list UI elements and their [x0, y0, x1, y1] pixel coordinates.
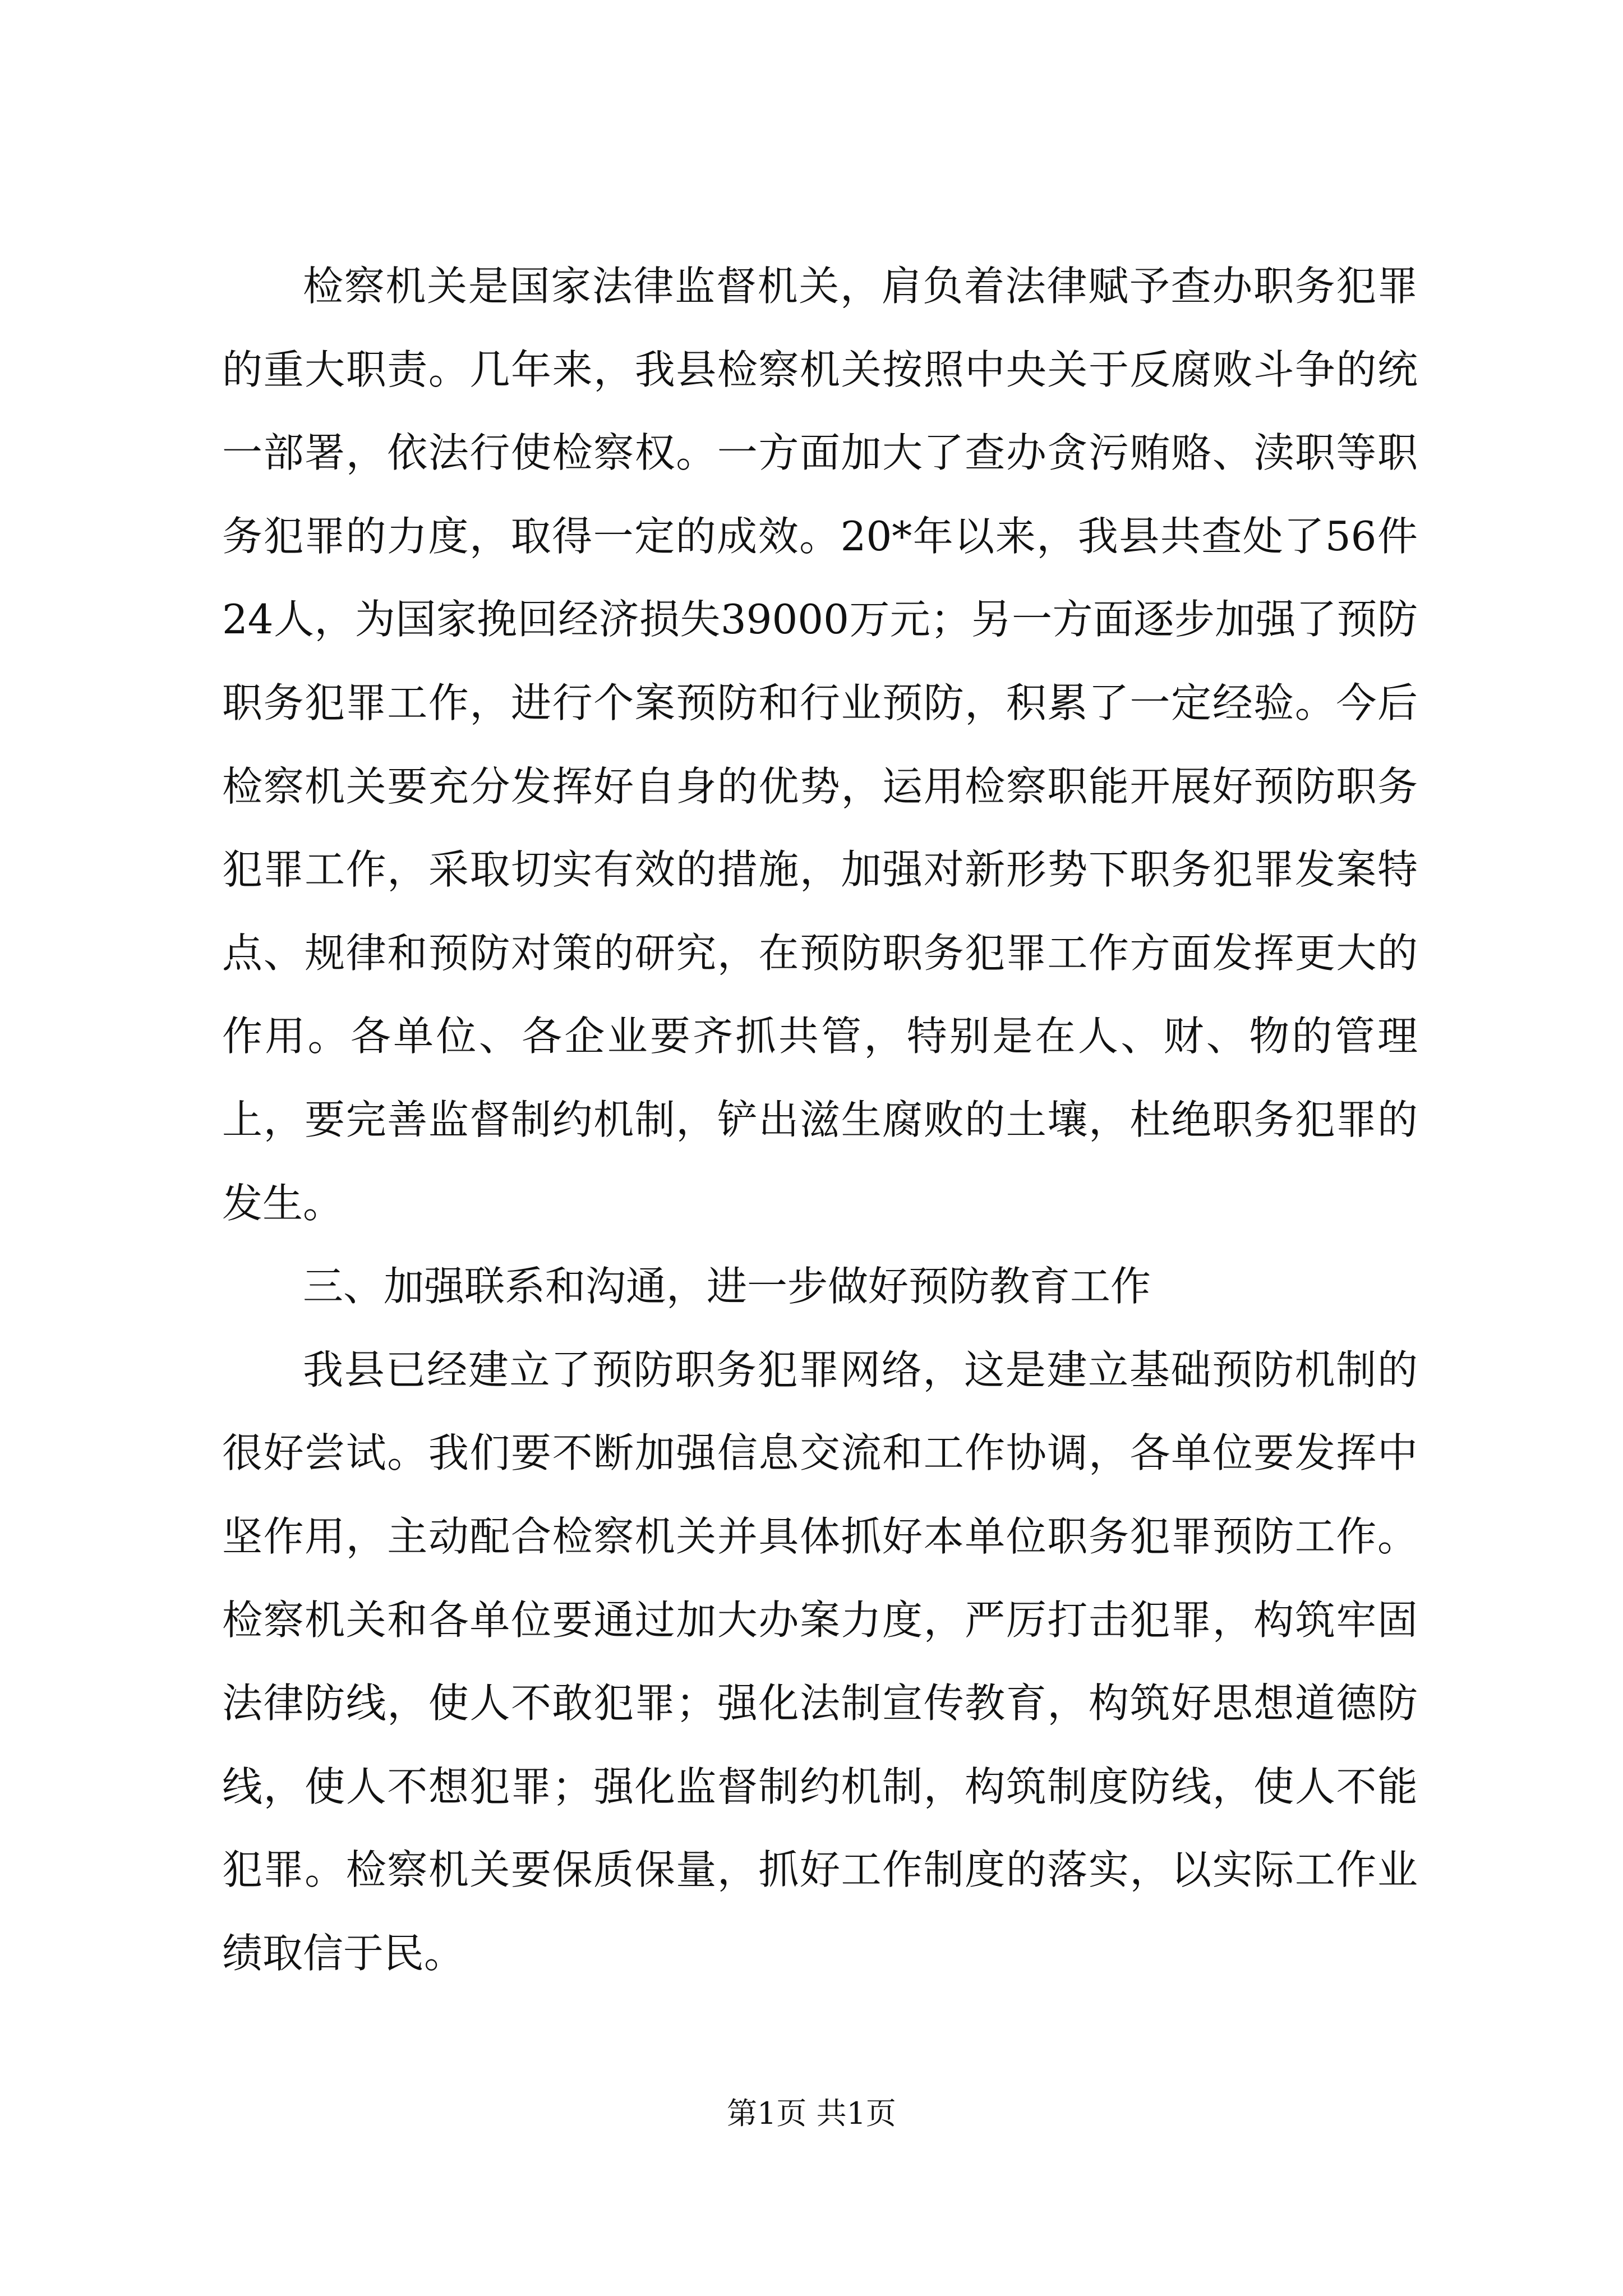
page-footer: 第1页 共1页	[727, 2096, 896, 2131]
paragraph-procuratorate-role: 检察机关是国家法律监督机关，肩负着法律赋予查办职务犯罪的重大职责。几年来，我县检察机关按照中央关于反腐败斗争的统一部署，依法行使检察权。一方面加大了查办贪污贿赂、渎职等职务犯罪的力度，取得一定的成效。20*年以来，我县共查处了56件24人，为国家挽回经济损失39000万元；另一方面逐步加强了预防职务犯罪工作，进行个案预防和行业预防，积累了一定经验。今后检察机关要充分发挥好自身的优势，运用检察职能开展好预防职务犯罪工作，采取切实有效的措施，加强对新形势下职务犯罪发案特点、规律和预防对策的研究，在预防职务犯罪工作方面发挥更大的作用。各单位、各企业要齐抓共管，特别是在人、财、物的管理上，要完善监督制约机制，铲出滋生腐败的土壤，杜绝职务犯罪的发生。	[222, 263, 1418, 1227]
document-body	[222, 245, 1418, 1995]
section-heading-three: 三、加强联系和沟通，进一步做好预防教育工作	[303, 1263, 1151, 1310]
paragraph-prevention-network: 我县已经建立了预防职务犯罪网络，这是建立基础预防机制的很好尝试。我们要不断加强信息交流和工作协调，各单位要发挥中坚作用，主动配合检察机关并具体抓好本单位职务犯罪预防工作。检察机关和各单位要通过加大办案力度，严厉打击犯罪，构筑牢固法律防线，使人不敢犯罪；强化法制宣传教育，构筑好思想道德防线，使人不想犯罪；强化监督制约机制，构筑制度防线，使人不能犯罪。检察机关要保质保量，抓好工作制度的落实，以实际工作业绩取信于民。	[222, 1346, 1418, 1977]
